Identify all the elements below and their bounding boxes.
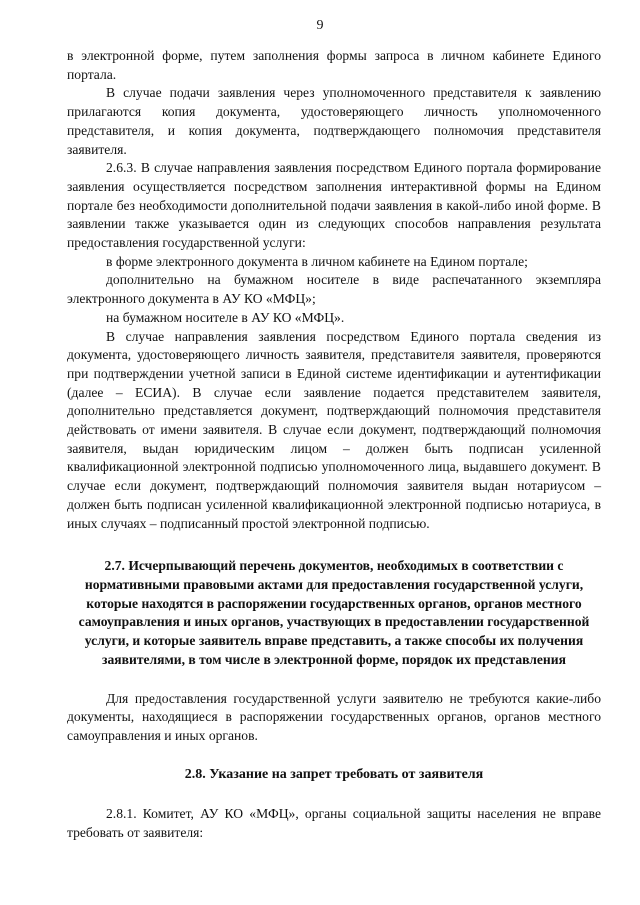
- paragraph: в электронной форме, путем заполнения формы запроса в личном кабинете Единого портала.: [67, 48, 601, 82]
- list-item: на бумажном носителе в АУ КО «МФЦ».: [106, 309, 345, 325]
- list-item: дополнительно на бумажном носителе в виде распечатанного экземпляра электронного документа в АУ КО «МФЦ»;: [67, 272, 601, 307]
- section-heading-2-8: 2.8. Указание на запрет требовать от заявителя: [184, 766, 484, 782]
- paragraph: 2.8.1. Комитет, АУ КО «МФЦ», органы социальной защиты населения не вправе требовать от заявителя:: [67, 806, 601, 841]
- paragraph: 2.6.3. В случае направления заявления посредством Единого портала формирование заявления осуществляется посредством заполнения интерактивной формы на Едином портале без необходимости дополнительной подачи заявления в какой-либо иной форме. В заявлении также указывается один из следующих способов направления результата предоставления государственной услуги:: [67, 160, 601, 251]
- document-body: [67, 47, 601, 843]
- paragraph: В случае подачи заявления через уполномоченного представителя к заявлению прилагаются копия документа, удостоверяющего личность уполномоченного представителя, и копия документа, подтверждающего полномочия представителя заявителя.: [67, 85, 601, 157]
- paragraph: Для предоставления государственной услуги заявителю не требуются какие-либо документы, находящиеся в распоряжении государственных органов, органов местного самоуправления и иных органов.: [67, 690, 601, 743]
- section-heading-2-7: 2.7. Исчерпывающий перечень документов, необходимых в соответствии с нормативными правовыми актами для предоставления государственной услуги, которые находятся в распоряжении государственных органов, органов местного самоуправления и иных органов, участвующих в предоставлении государственной услуги, и которые заявитель вправе представить, а также способы их получения заявителями, в том числе в электронной форме, порядок их представления: [78, 558, 590, 667]
- page-number: 9: [316, 18, 324, 33]
- list-item: в форме электронного документа в личном кабинете на Едином портале;: [106, 253, 528, 269]
- paragraph: В случае направления заявления посредством Единого портала сведения из документа, удостоверяющего личность заявителя, представителя заявителя, проверяются при подтверждении учетной записи в Единой системе идентификации и аутентификации (далее – ЕСИА). В случае если заявление подается представителем заявителя, дополнительно представляется документ, подтверждающий полномочия представителя действовать от имени заявителя. В случае если документ, подтверждающий полномочия заявителя, выдан юридическим лицом – должен быть подписан усиленной квалификационной электронной подписью уполномоченного лица, выдавшего документ. В случае если документ, подтверждающий полномочия заявителя выдан нотариусом – должен быть подписан усиленной квалификационной электронной подписью нотариуса, в иных случаях – подписанный простой электронной подписью.: [67, 328, 601, 531]
